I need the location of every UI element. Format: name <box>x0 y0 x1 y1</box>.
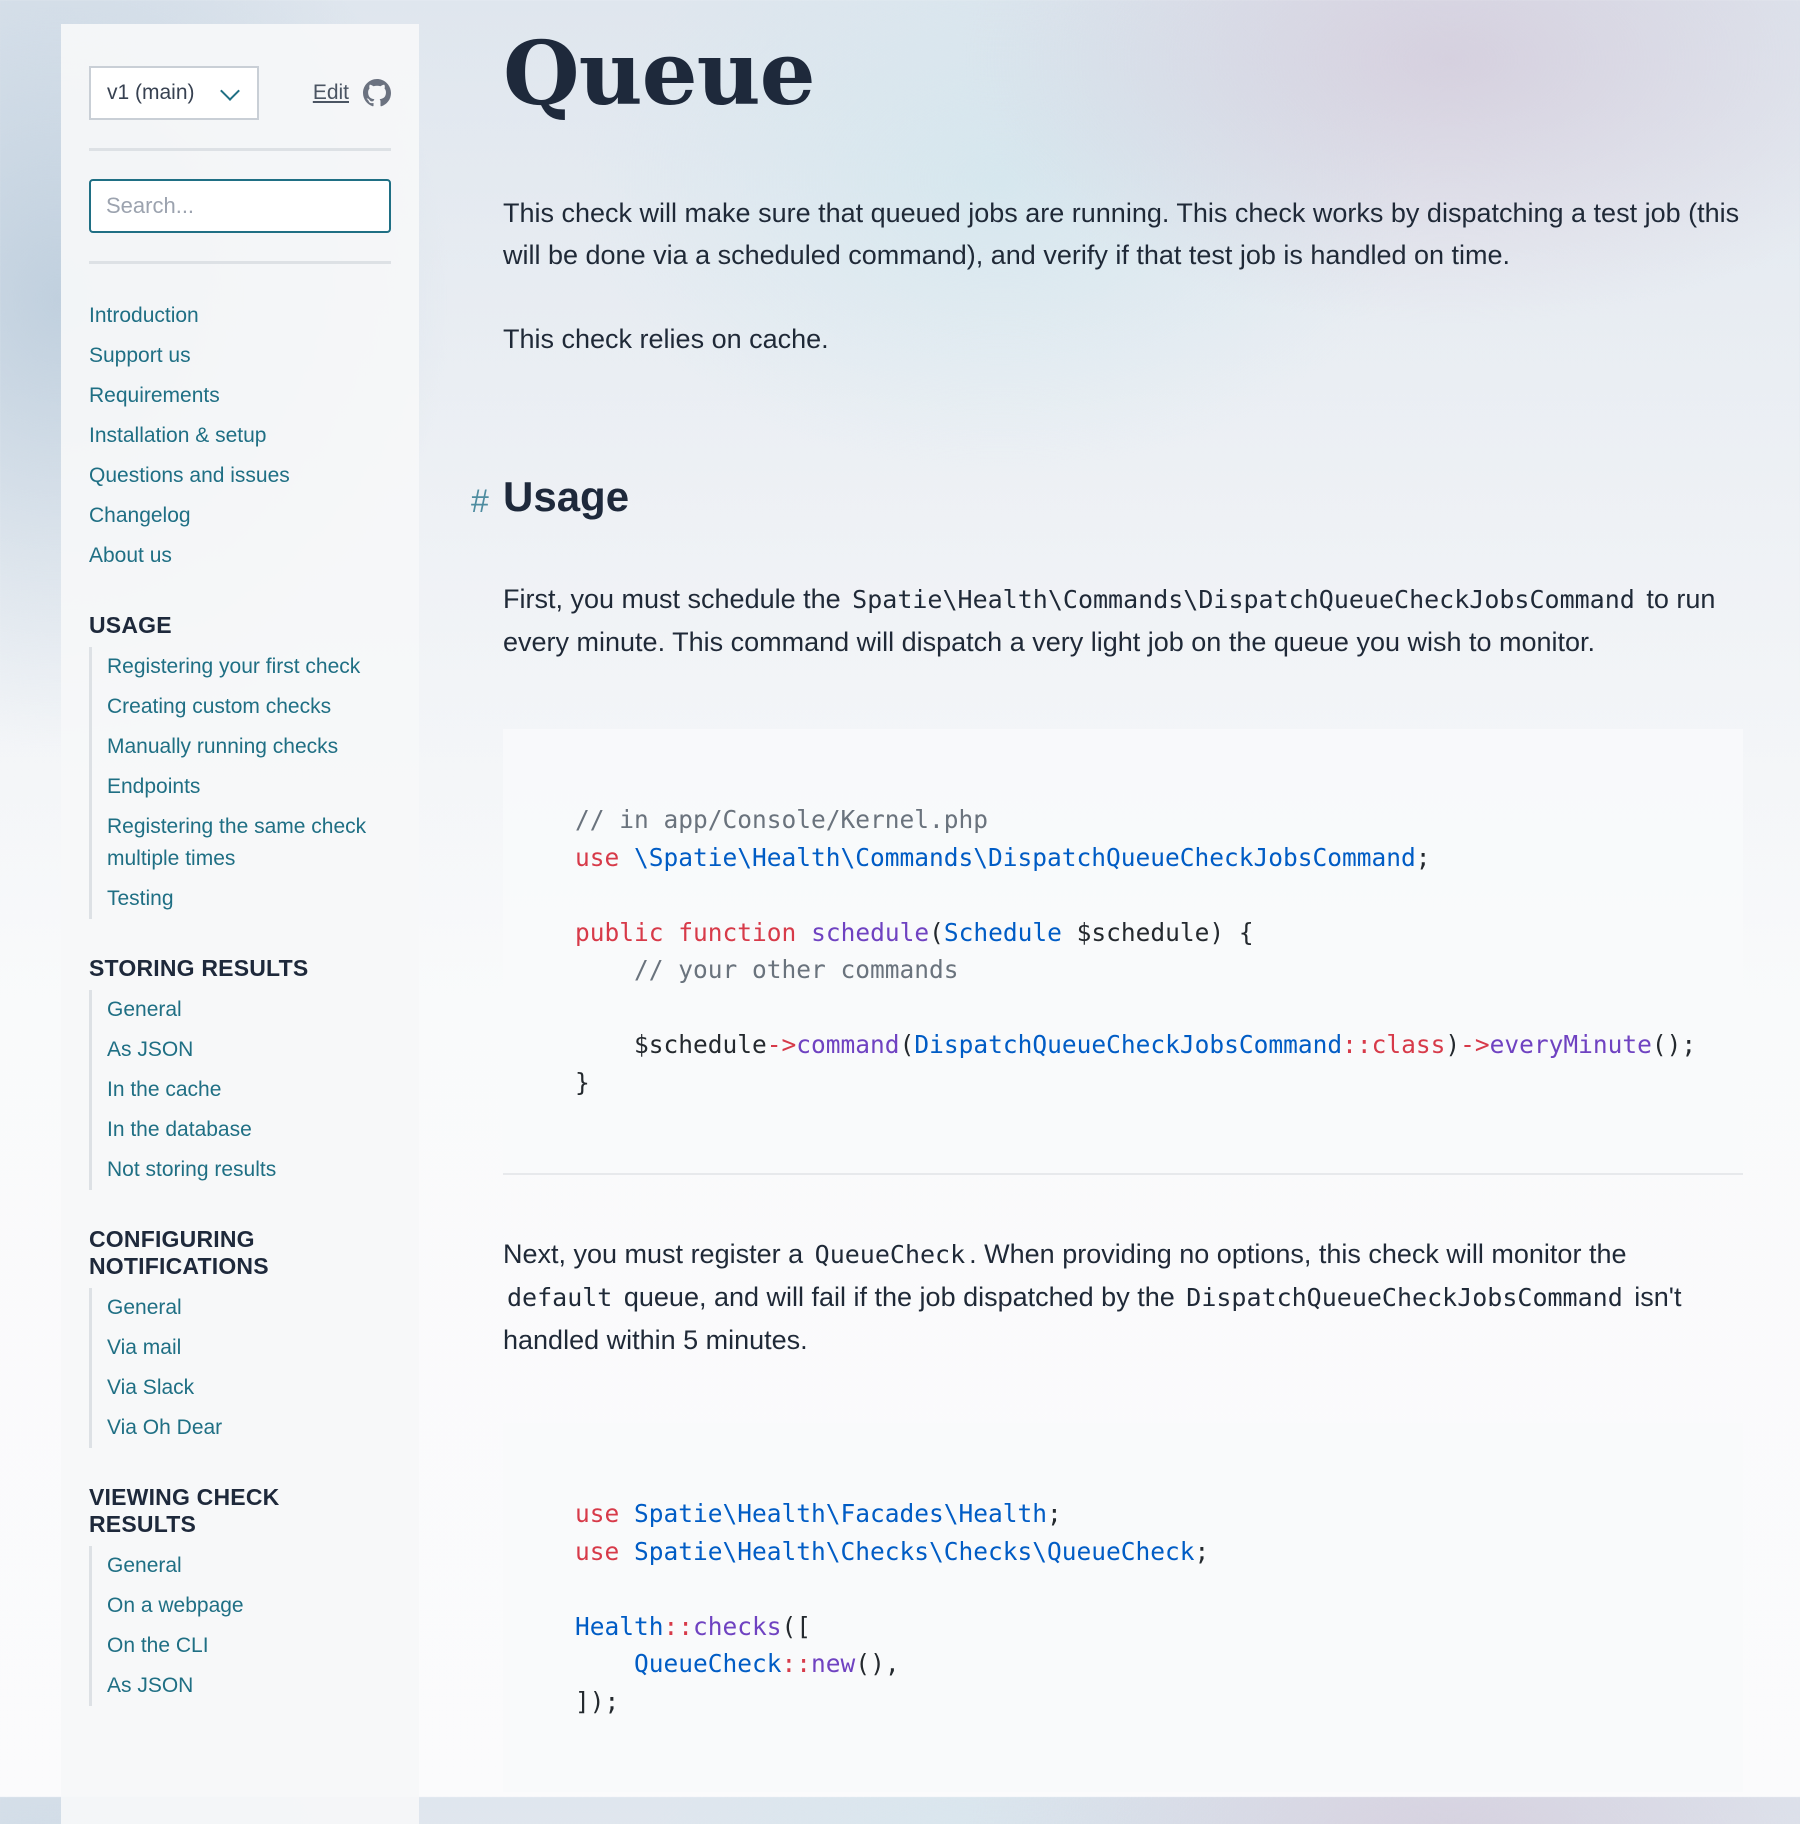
code-keyword: function <box>678 917 797 947</box>
nav-item[interactable]: Endpoints <box>107 775 201 798</box>
nav-section-viewing-results <box>89 1484 391 1706</box>
nav-item[interactable]: Not storing results <box>107 1158 277 1181</box>
nav-item[interactable]: On a webpage <box>107 1594 244 1617</box>
code-keyword: class <box>1371 1030 1446 1059</box>
code-class: DispatchQueueCheckJobsCommand <box>914 1030 1343 1059</box>
nav-section-usage <box>89 612 391 919</box>
nav-link-questions[interactable]: Questions and issues <box>89 464 290 487</box>
code-operator: -> <box>766 1030 797 1059</box>
nav-item[interactable]: Via Oh Dear <box>107 1416 223 1439</box>
version-select[interactable] <box>89 66 259 120</box>
nav-item[interactable]: Registering the same check multiple times <box>107 815 367 870</box>
code-comment: // your other commands <box>634 955 959 984</box>
main-content <box>471 0 1743 1792</box>
nav-link-requirements[interactable]: Requirements <box>89 384 220 407</box>
code-punct: ) <box>1445 1030 1461 1059</box>
code-block-register <box>503 1423 1743 1792</box>
code-operator: -> <box>1460 1030 1490 1059</box>
code-punct: } <box>575 1067 590 1097</box>
nav-item[interactable]: Via mail <box>107 1336 182 1359</box>
nav-item[interactable]: In the cache <box>107 1078 222 1101</box>
nav-top-list <box>89 296 391 576</box>
usage-heading <box>471 472 1743 522</box>
github-icon[interactable] <box>363 79 391 107</box>
cache-note: This check relies on cache. <box>503 324 829 354</box>
text: queue, and will fail if the job dispatched by the <box>623 1282 1175 1312</box>
code-comment: // in app/Console/Kernel.php <box>575 805 989 834</box>
code <box>575 1495 1743 1720</box>
code-operator: :: <box>663 1611 694 1641</box>
nav-heading: CONFIGURING NOTIFICATIONS <box>89 1226 269 1279</box>
code-punct: (), <box>855 1649 900 1678</box>
usage-paragraph-2 <box>503 1233 1743 1361</box>
nav-item[interactable]: Registering your first check <box>107 655 361 678</box>
nav-sub-list <box>89 647 391 919</box>
sidebar <box>61 24 419 1824</box>
chevron-down-icon <box>220 81 240 101</box>
nav-link-about-us[interactable]: About us <box>89 544 172 567</box>
usage-paragraph-1 <box>503 578 1743 663</box>
nav-heading: STORING RESULTS <box>89 955 309 981</box>
code-class: Spatie\Health\Facades\Health <box>634 1499 1048 1528</box>
code-block-kernel <box>503 729 1743 1175</box>
nav-link-installation[interactable]: Installation & setup <box>89 424 267 447</box>
code-function: schedule <box>811 917 930 947</box>
inline-code: QueueCheck <box>814 1240 966 1269</box>
nav-item[interactable]: As JSON <box>107 1674 194 1697</box>
text: isn't handled within 5 minutes. <box>503 1282 1682 1355</box>
nav-item[interactable]: As JSON <box>107 1038 194 1061</box>
usage-heading-text: Usage <box>503 473 630 520</box>
nav-sub-list <box>89 1288 391 1448</box>
code-keyword: public <box>575 917 664 947</box>
edit-link[interactable]: Edit <box>312 81 349 104</box>
nav-item[interactable]: General <box>107 998 182 1021</box>
nav-item[interactable]: Via Slack <box>107 1376 195 1399</box>
text: . When providing no options, this check will monitor the <box>969 1239 1627 1269</box>
nav-item[interactable]: In the database <box>107 1118 252 1141</box>
nav-item[interactable]: General <box>107 1554 182 1577</box>
code-keyword: use <box>575 842 620 872</box>
code-punct: ; <box>1047 1499 1062 1528</box>
nav-sub-list <box>89 990 391 1190</box>
code-var: $schedule <box>634 1030 767 1059</box>
nav-heading: VIEWING CHECK RESULTS <box>89 1484 280 1537</box>
code-keyword: use <box>575 1499 620 1528</box>
nav-link-introduction[interactable]: Introduction <box>89 304 199 327</box>
edit-group <box>313 79 391 107</box>
text: First, you must schedule the <box>503 584 841 614</box>
sidebar-top-row <box>89 66 391 120</box>
nav-link-changelog[interactable]: Changelog <box>89 504 191 527</box>
text: Next, you must register a <box>503 1239 804 1269</box>
code-punct: ( <box>899 1030 915 1059</box>
text: to run every minute. This command will dispatch a very light job on the queue you wish to monitor. <box>503 584 1716 657</box>
code-punct: ; <box>1194 1536 1210 1566</box>
code-function: new <box>811 1649 856 1678</box>
page-title: Queue <box>503 21 815 125</box>
code-punct: ( <box>929 917 944 947</box>
nav-link-support-us[interactable]: Support us <box>89 344 191 367</box>
inline-code: default <box>507 1283 613 1312</box>
code-punct: ([ <box>781 1611 812 1641</box>
nav-item[interactable]: Testing <box>107 887 174 910</box>
code-text: $schedule) { <box>1061 917 1254 947</box>
nav-item[interactable]: Creating custom checks <box>107 695 332 718</box>
code-function: everyMinute <box>1489 1030 1652 1059</box>
nav-item[interactable]: Manually running checks <box>107 735 339 758</box>
code-class: \Spatie\Health\Commands\DispatchQueueCheckJobsCommand <box>634 842 1416 872</box>
nav-heading: USAGE <box>89 612 172 638</box>
version-select-value: v1 (main) <box>107 81 195 104</box>
nav-sub-list <box>89 1546 391 1706</box>
code-class: QueueCheck <box>634 1649 782 1678</box>
code <box>575 801 1743 1101</box>
sidebar-divider <box>89 261 391 264</box>
inline-code: DispatchQueueCheckJobsCommand <box>1186 1283 1623 1312</box>
code-operator: :: <box>1342 1030 1372 1059</box>
sidebar-divider <box>89 148 391 151</box>
code-punct: (); <box>1651 1030 1697 1059</box>
code-function: checks <box>693 1611 782 1641</box>
code-punct: ]); <box>575 1686 620 1716</box>
nav-section-notifications <box>89 1226 391 1448</box>
code-class: Spatie\Health\Checks\Checks\QueueCheck <box>634 1536 1195 1566</box>
anchor-link[interactable]: # <box>471 483 489 519</box>
code-operator: :: <box>781 1649 812 1678</box>
code-function: command <box>796 1030 900 1059</box>
code-punct: ; <box>1415 842 1431 872</box>
code-class: Health <box>575 1611 664 1641</box>
code-keyword: use <box>575 1536 620 1566</box>
nav-item[interactable]: General <box>107 1296 182 1319</box>
search-input[interactable] <box>89 179 391 233</box>
nav-section-storing-results <box>89 955 391 1190</box>
inline-code: Spatie\Health\Commands\DispatchQueueCheckJobsCommand <box>852 585 1635 614</box>
intro-paragraph: This check will make sure that queued jobs are running. This check works by dispatching a test job (this will be done via a scheduled command), and verify if that test job is handled on time. <box>503 198 1740 270</box>
code-class: Schedule <box>943 917 1062 947</box>
nav-item[interactable]: On the CLI <box>107 1634 209 1657</box>
